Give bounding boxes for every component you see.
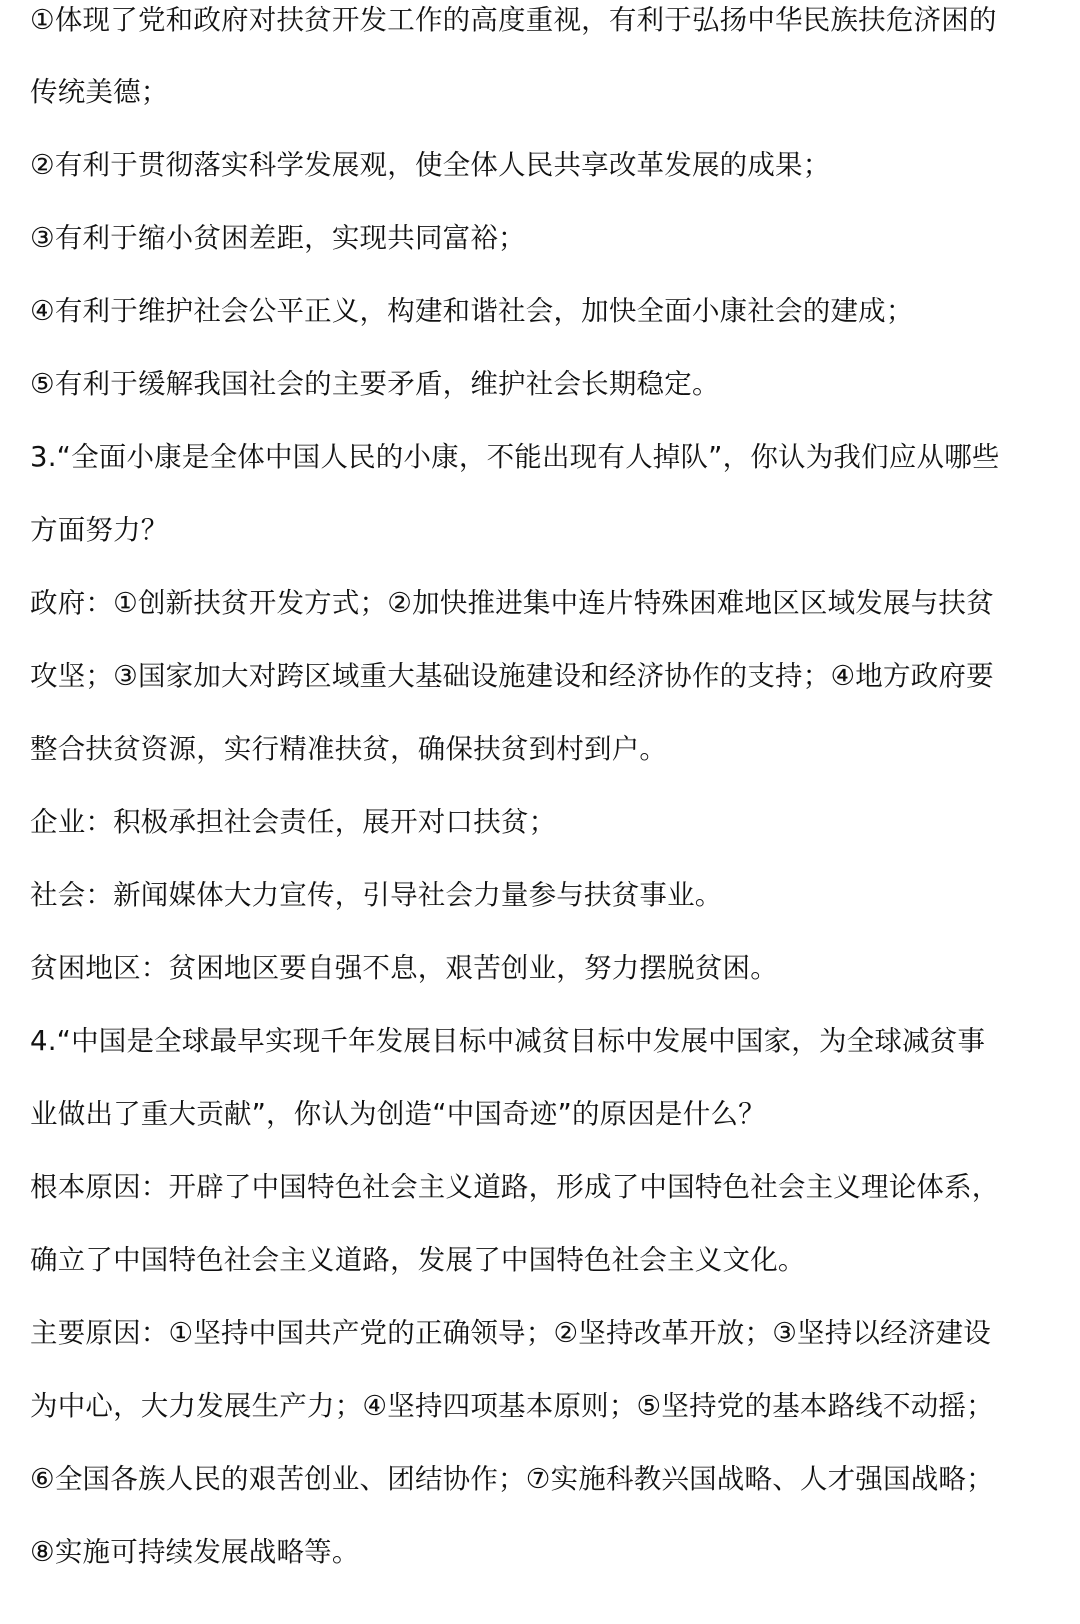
text-line: 整合扶贫资源，实行精准扶贫，确保扶贫到村到户。 <box>30 733 668 765</box>
text-line: 主要原因：①坚持中国共产党的正确领导；②坚持改革开放；③坚持以经济建设 <box>30 1317 991 1349</box>
question-heading: 4.“中国是全球最早实现千年发展目标中减贫目标中发展中国家，为全球减贫事 <box>30 1025 986 1057</box>
text-line: 攻坚；③国家加大对跨区域重大基础设施建设和经济协作的支持；④地方政府要 <box>30 660 994 692</box>
text-line: ④有利于维护社会公平正义，构建和谐社会，加快全面小康社会的建成； <box>30 295 914 327</box>
text-line: 根本原因：开辟了中国特色社会主义道路，形成了中国特色社会主义理论体系， <box>30 1171 1000 1203</box>
text-line: 社会：新闻媒体大力宣传，引导社会力量参与扶贫事业。 <box>30 879 723 911</box>
text-line: 政府：①创新扶贫开发方式；②加快推进集中连片特殊困难地区区域发展与扶贫 <box>30 587 994 619</box>
text-line: 传统美德； <box>30 76 169 108</box>
question-heading: 方面努力？ <box>30 514 169 546</box>
text-line: ⑥全国各族人民的艰苦创业、团结协作；⑦实施科教兴国战略、人才强国战略； <box>30 1463 994 1495</box>
text-line: ②有利于贯彻落实科学发展观，使全体人民共享改革发展的成果； <box>30 149 831 181</box>
text-line: ①体现了党和政府对扶贫开发工作的高度重视，有利于弘扬中华民族扶危济困的 <box>30 4 997 36</box>
text-line: ③有利于缩小贫困差距，实现共同富裕； <box>30 222 526 254</box>
question-heading: 3.“全面小康是全体中国人民的小康，不能出现有人掉队”，你认为我们应从哪些 <box>30 441 1000 473</box>
text-line: 贫困地区：贫困地区要自强不息，艰苦创业，努力摆脱贫困。 <box>30 952 778 984</box>
text-line: 企业：积极承担社会责任，展开对口扶贫； <box>30 806 557 838</box>
text-line: ⑧实施可持续发展战略等。 <box>30 1536 360 1568</box>
text-line: 确立了中国特色社会主义道路，发展了中国特色社会主义文化。 <box>30 1244 806 1276</box>
question-heading: 业做出了重大贡献”，你认为创造“中国奇迹”的原因是什么？ <box>30 1098 766 1130</box>
text-line: 为中心，大力发展生产力；④坚持四项基本原则；⑤坚持党的基本路线不动摇； <box>30 1390 994 1422</box>
text-line: ⑤有利于缓解我国社会的主要矛盾，维护社会长期稳定。 <box>30 368 720 400</box>
